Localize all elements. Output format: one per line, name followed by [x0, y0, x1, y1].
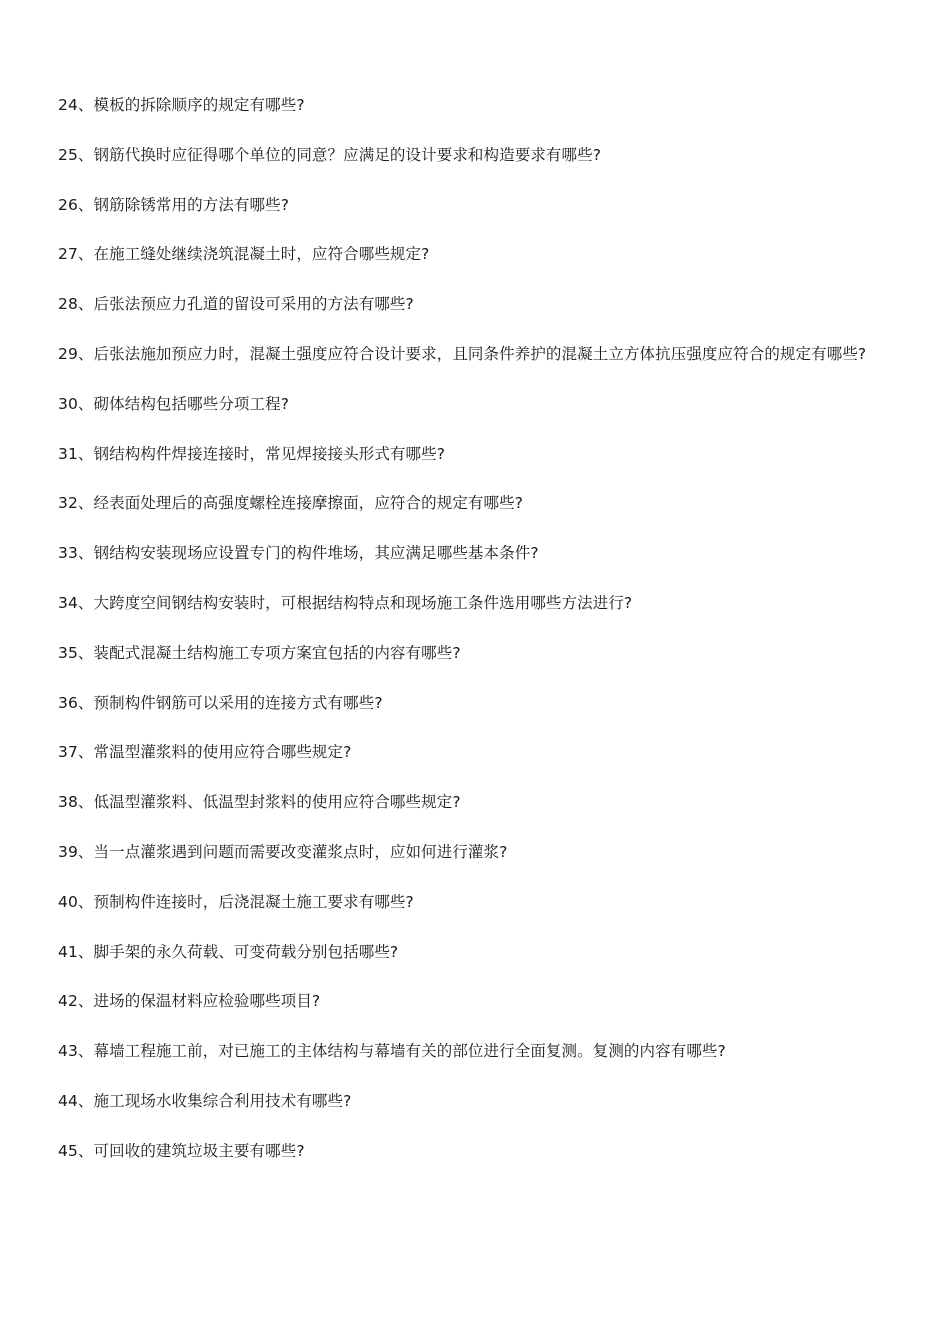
- question-43: 43、幕墙工程施工前，对已施工的主体结构与幕墙有关的部位进行全面复测。复测的内容有哪些?: [58, 1042, 726, 1061]
- question-32: 32、经表面处理后的高强度螺栓连接摩擦面，应符合的规定有哪些?: [58, 494, 524, 513]
- question-40: 40、预制构件连接时，后浇混凝土施工要求有哪些?: [58, 892, 414, 911]
- question-25: 25、钢筋代换时应征得哪个单位的同意？应满足的设计要求和构造要求有哪些?: [58, 145, 602, 164]
- question-29: 29、后张法施加预应力时，混凝土强度应符合设计要求，且同条件养护的混凝土立方体抗压强度应符合的规定有哪些?: [58, 344, 867, 363]
- question-41: 41、脚手架的永久荷载、可变荷载分别包括哪些?: [58, 942, 399, 961]
- question-31: 31、钢结构构件焊接连接时，常见焊接接头形式有哪些?: [58, 444, 446, 463]
- question-36: 36、预制构件钢筋可以采用的连接方式有哪些?: [58, 693, 383, 712]
- question-45: 45、可回收的建筑垃圾主要有哪些?: [58, 1141, 305, 1160]
- question-42: 42、进场的保温材料应检验哪些项目?: [58, 992, 321, 1011]
- question-24: 24、模板的拆除顺序的规定有哪些?: [58, 96, 305, 114]
- question-30: 30、砌体结构包括哪些分项工程?: [58, 394, 290, 413]
- question-44: 44、施工现场水收集综合利用技术有哪些?: [58, 1091, 352, 1110]
- question-33: 33、钢结构安装现场应设置专门的构件堆场，其应满足哪些基本条件?: [58, 544, 539, 563]
- question-28: 28、后张法预应力孔道的留设可采用的方法有哪些?: [58, 295, 414, 314]
- question-34: 34、大跨度空间钢结构安装时，可根据结构特点和现场施工条件选用哪些方法进行?: [58, 593, 633, 612]
- question-26: 26、钢筋除锈常用的方法有哪些?: [58, 195, 290, 214]
- question-27: 27、在施工缝处继续浇筑混凝土时，应符合哪些规定?: [58, 245, 430, 264]
- question-37: 37、常温型灌浆料的使用应符合哪些规定?: [58, 743, 352, 762]
- question-35: 35、装配式混凝土结构施工专项方案宜包括的内容有哪些?: [58, 643, 461, 662]
- question-38: 38、低温型灌浆料、低温型封浆料的使用应符合哪些规定?: [58, 793, 461, 812]
- question-39: 39、当一点灌浆遇到问题而需要改变灌浆点时，应如何进行灌浆?: [58, 842, 508, 861]
- question-list: [58, 81, 898, 1177]
